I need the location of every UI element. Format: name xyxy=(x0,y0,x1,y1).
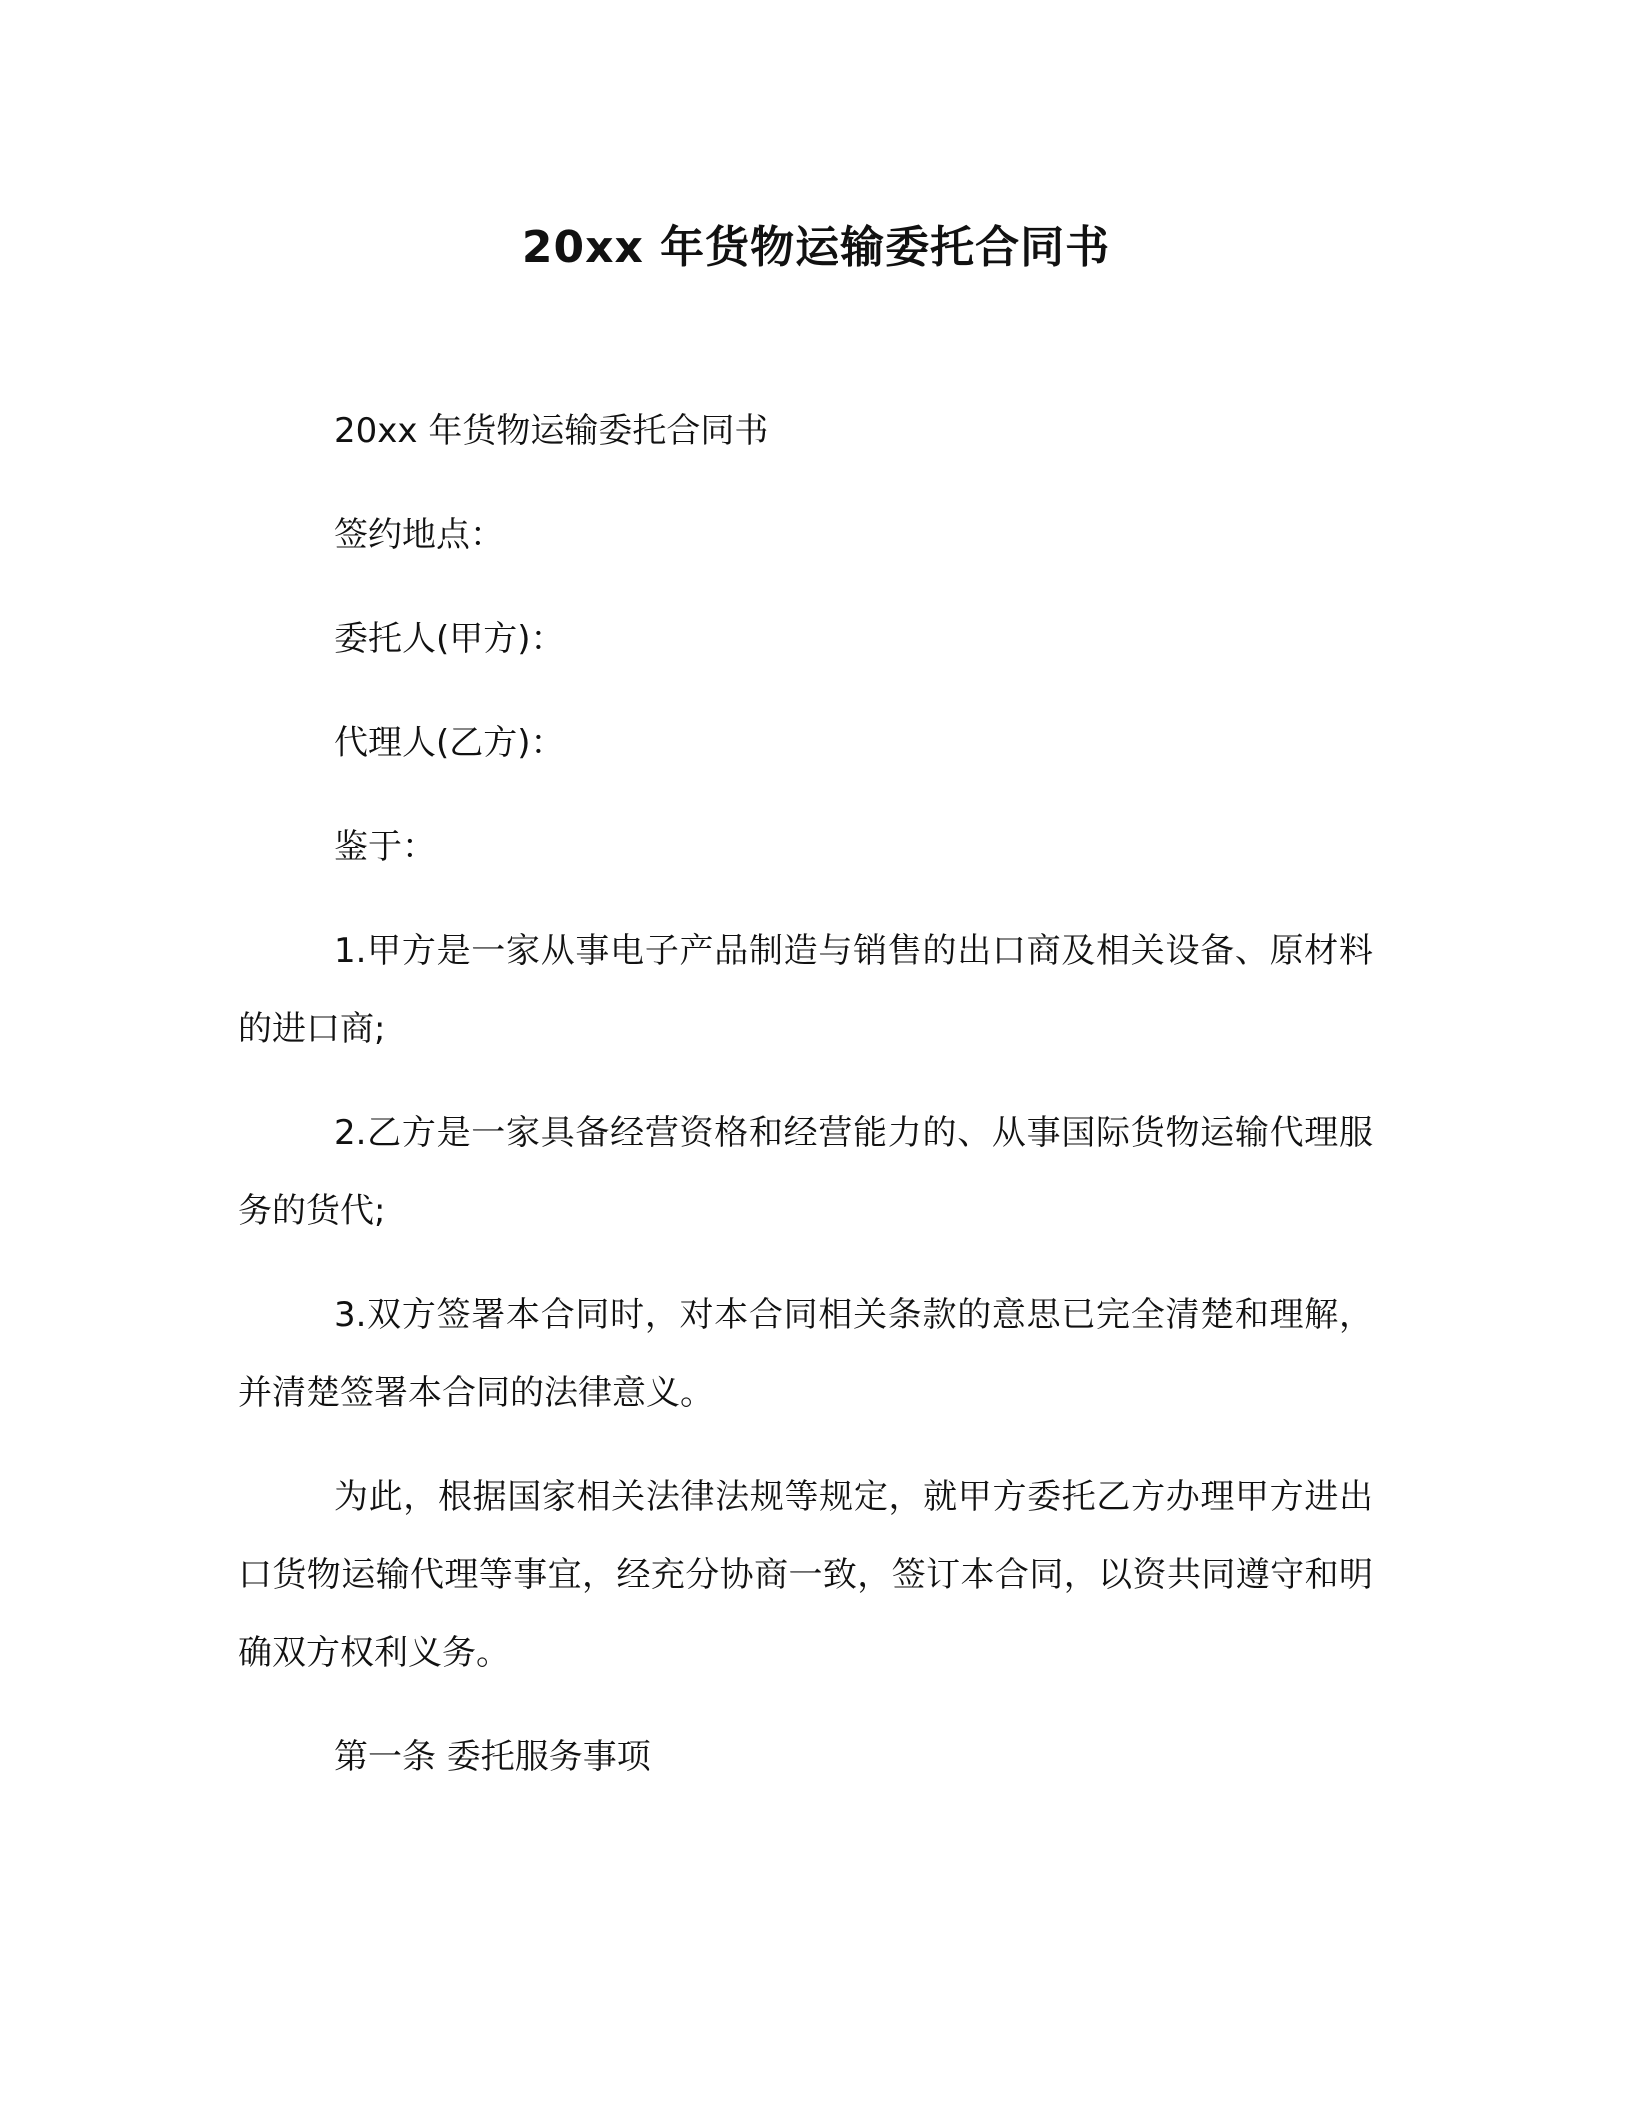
paragraph-purpose: 为此，根据国家相关法律法规等规定，就甲方委托乙方办理甲方进出口货物运输代理等事宜，经充分协商一致，签订本合同，以资共同遵守和明确双方权利义务。 xyxy=(238,1477,1373,1673)
paragraph-recital-1: 1.甲方是一家从事电子产品制造与销售的出口商及相关设备、原材料的进口商; xyxy=(238,931,1373,1049)
paragraph-article-1-heading: 第一条 委托服务事项 xyxy=(334,1737,651,1777)
paragraph-whereas: 鉴于： xyxy=(334,827,436,867)
paragraph-party-a: 委托人(甲方)： xyxy=(334,619,565,659)
paragraph-recital-2: 2.乙方是一家具备经营资格和经营能力的、从事国际货物运输代理服务的货代; xyxy=(238,1113,1373,1231)
paragraph-party-b: 代理人(乙方)： xyxy=(334,723,565,763)
paragraph-signing-place: 签约地点： xyxy=(334,515,504,555)
document-body xyxy=(238,392,1373,1822)
page-title: 20xx 年货物运输委托合同书 xyxy=(521,222,1111,273)
paragraph-subtitle: 20xx 年货物运输委托合同书 xyxy=(334,411,769,451)
paragraph-recital-3: 3.双方签署本合同时，对本合同相关条款的意思已完全清楚和理解，并清楚签署本合同的法律意义。 xyxy=(238,1295,1373,1413)
